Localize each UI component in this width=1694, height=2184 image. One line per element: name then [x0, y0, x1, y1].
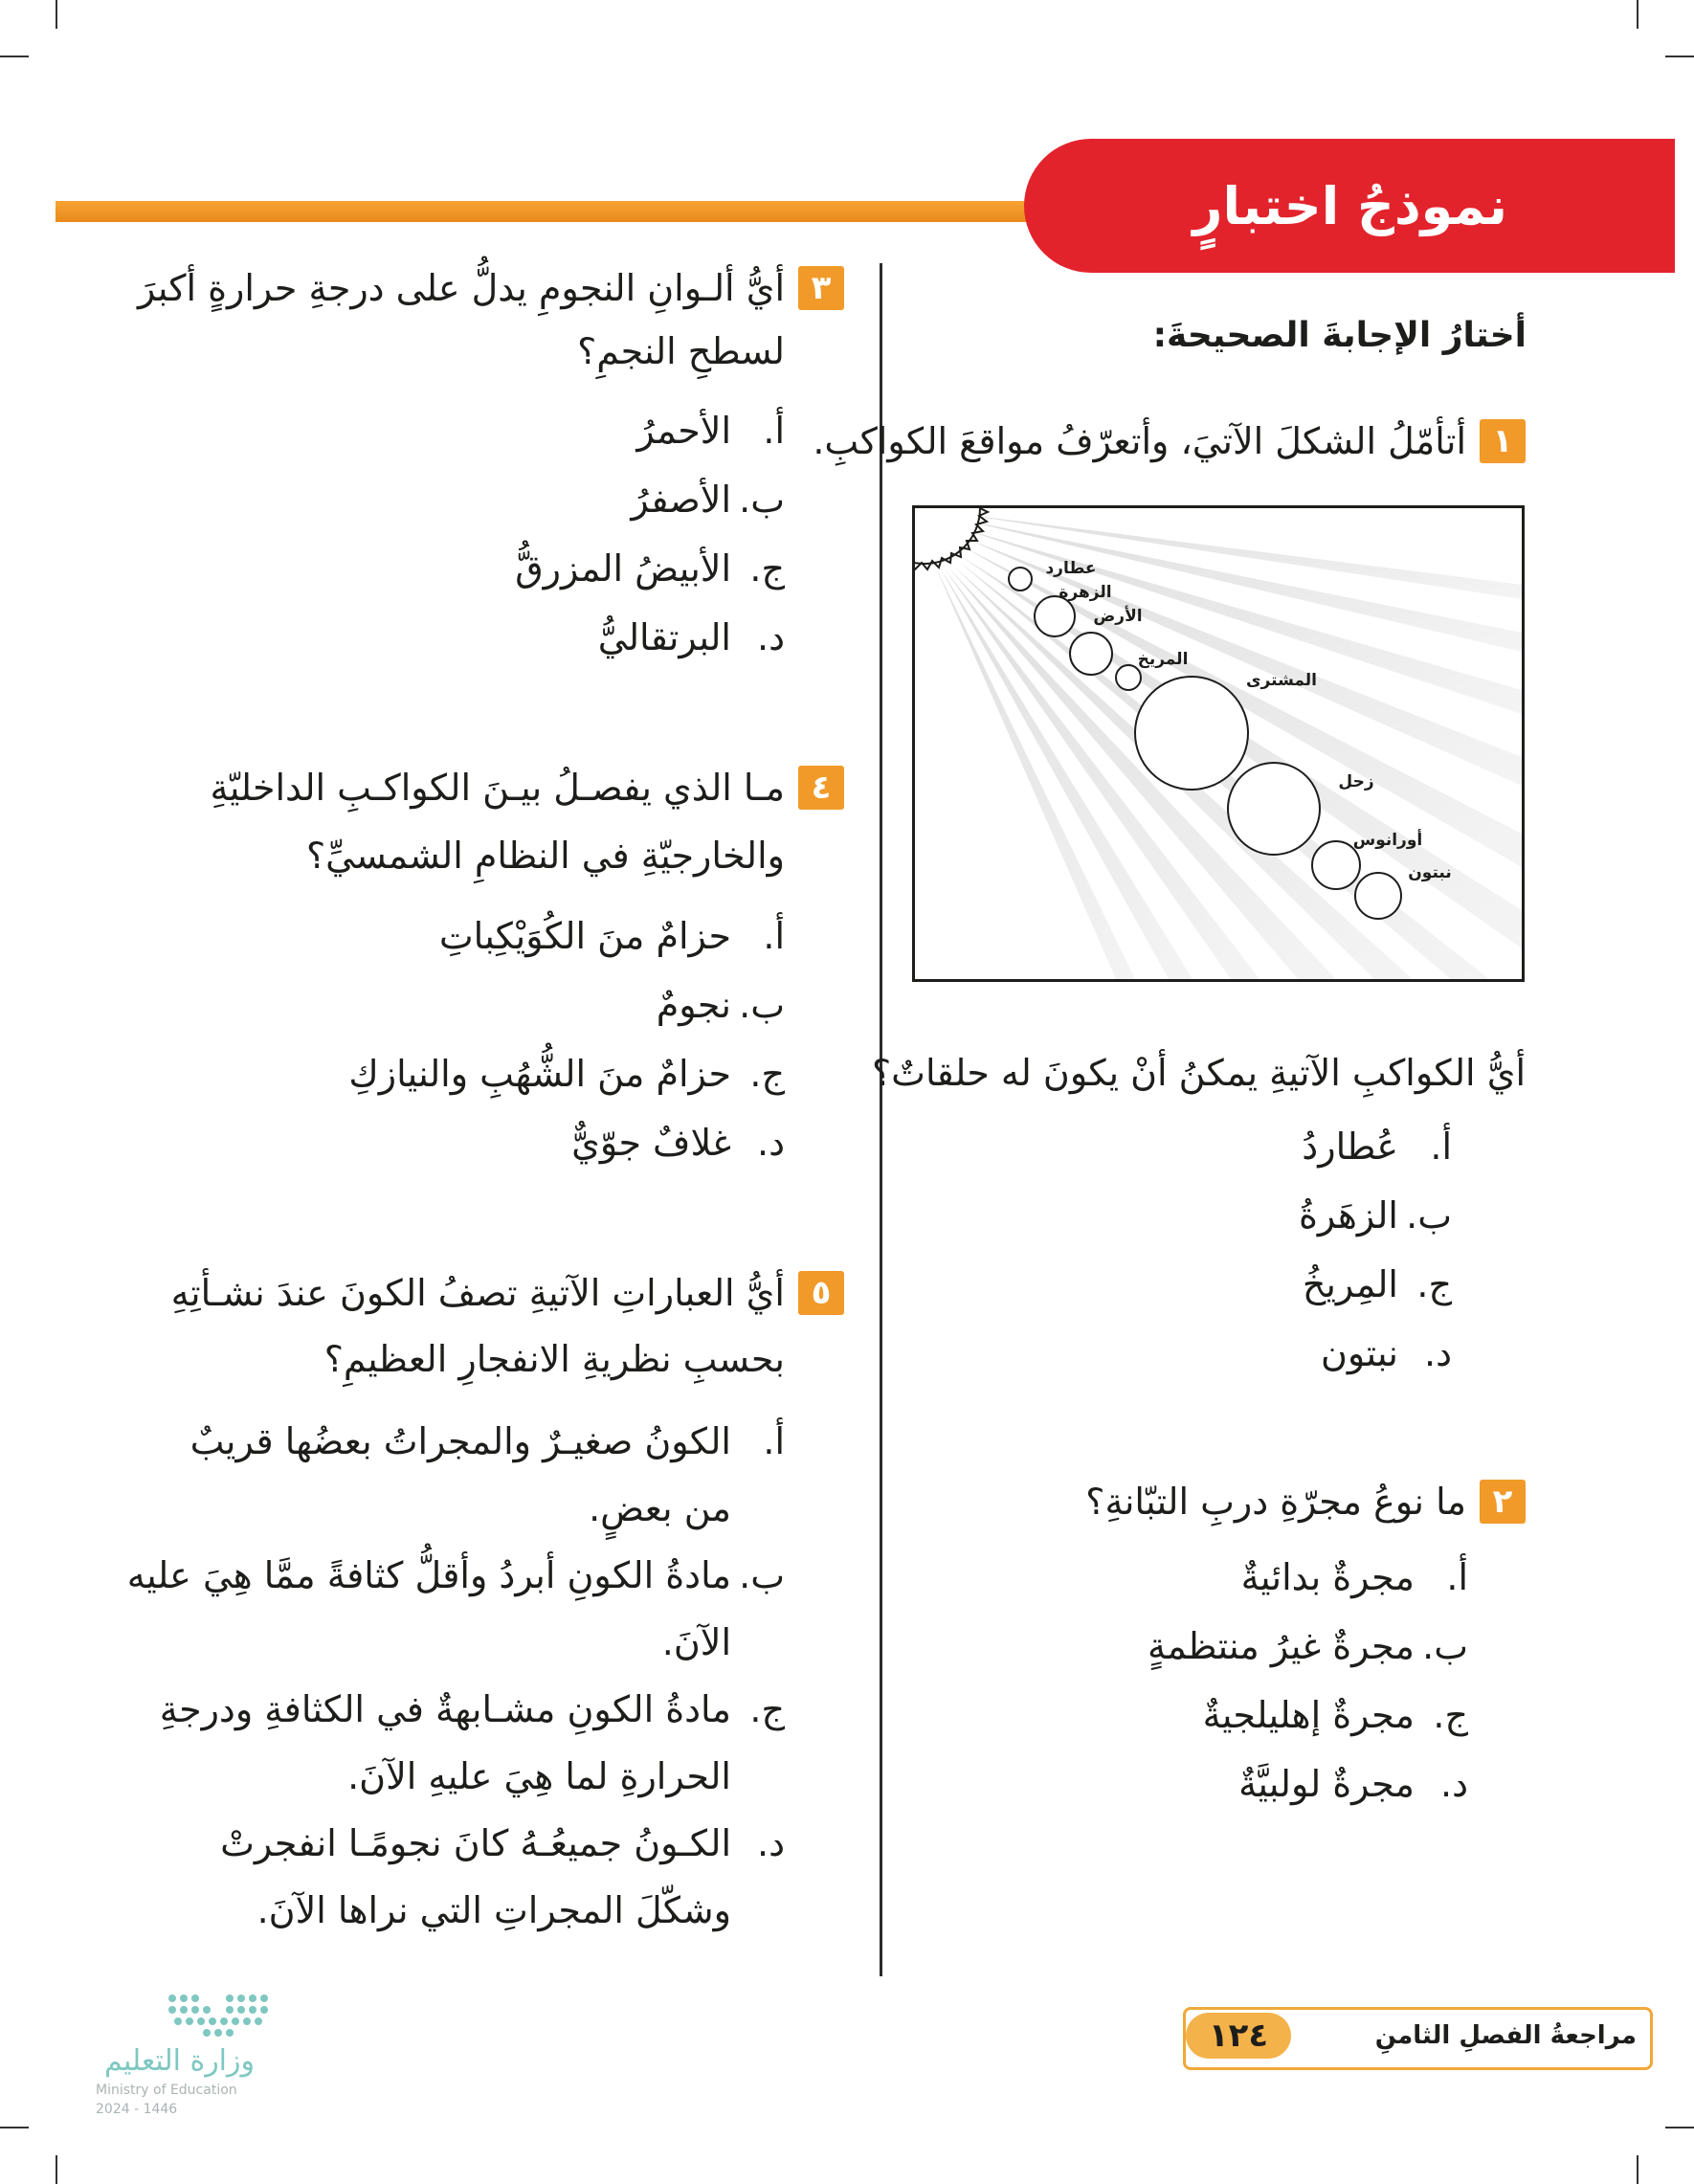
q5-prompt-line2: بحسبِ نظريةِ الانفجارِ العظيمِ؟	[323, 1338, 785, 1380]
q1-option-c[interactable]: ج.المِريخُ	[1302, 1263, 1452, 1305]
chapter-review-label: مراجعةُ الفصلِ الثامنِ	[1374, 2021, 1637, 2050]
label-mars: المريخ	[1137, 650, 1189, 669]
q4-prompt-line1: مـا الذي يفصـلُ بيـنَ الكواكـبِ الداخليّةِ	[210, 767, 785, 809]
q2-number: ٢	[1480, 1480, 1526, 1524]
q2-prompt: ما نوعُ مجرّةِ دربِ التبّانةِ؟	[1085, 1481, 1466, 1523]
crop-mark	[1637, 2155, 1638, 2184]
header-band	[56, 201, 1089, 222]
q5-option-a[interactable]: أ.الكونُ صغيـرٌ والمجراتُ بعضُها قريبٌ من بعضٍ.	[189, 1420, 785, 1529]
q3-header	[138, 256, 844, 320]
crop-mark	[1665, 2127, 1694, 2128]
q5-option-c[interactable]: ج.مادةُ الكونِ مشـابهةٌ في الكثافةِ ودرجةِ الحرارةِ لما هِيَ عليهِ الآنَ.	[159, 1688, 785, 1797]
q2-header	[1085, 1470, 1526, 1533]
q1-options	[1299, 1112, 1452, 1388]
q5-number: ٥	[798, 1271, 844, 1315]
q1-option-a[interactable]: أ.عُطاردُ	[1302, 1125, 1452, 1168]
q5-option-d[interactable]: د.الكـونُ جميعُـهُ كانَ نجومًـا انفجرتْ وشكّلَ المجراتِ التي نراها الآنَ.	[220, 1822, 785, 1931]
q4-header	[211, 756, 844, 819]
label-saturn: زحل	[1338, 772, 1374, 791]
q5-option-b[interactable]: ب.مادةُ الكونِ أبردُ وأقلُّ كثافةً ممَّا هِيَ عليه الآنَ.	[126, 1554, 785, 1663]
crop-mark	[1665, 56, 1694, 57]
planet-earth	[1070, 633, 1112, 675]
q1-number: ١	[1480, 419, 1526, 463]
ministry-dots-icon	[96, 1987, 316, 2044]
label-neptune: نبتون	[1408, 863, 1452, 882]
q5-options	[115, 1407, 785, 1943]
planet-neptune	[1355, 873, 1401, 919]
planet-saturn	[1228, 763, 1320, 855]
q4-number: ٤	[798, 766, 844, 810]
ministry-name-en: Ministry of Education	[96, 2083, 237, 2098]
q1-question: أيُّ الكواكبِ الآتيةِ يمكنُ أنْ يكونَ له حلقاتٌ؟	[872, 1052, 1526, 1094]
planet-mercury	[1009, 568, 1032, 591]
q3-prompt-line1: أيُّ ألـوانِ النجومِ يدلُّ على درجةِ حرارةٍ أكبرَ	[137, 267, 785, 309]
ministry-logo	[96, 1987, 316, 2121]
crop-mark	[56, 2155, 57, 2184]
q4-option-b[interactable]: ب.نجومٌ	[656, 984, 785, 1026]
q3-prompt-line2: لسطحِ النجمِ؟	[577, 330, 785, 372]
ministry-year: 2024 - 1446	[96, 2102, 178, 2117]
label-earth: الأرض	[1093, 607, 1143, 626]
q3-option-d[interactable]: د.البرتقاليُّ	[597, 616, 785, 658]
q2-option-c[interactable]: ج.مجرةٌ إهليلجيةٌ	[1202, 1694, 1468, 1736]
q2-option-a[interactable]: أ.مجرةٌ بدائيةٌ	[1240, 1556, 1468, 1598]
column-divider	[880, 263, 882, 1976]
solar-system-diagram	[915, 508, 1522, 979]
label-mercury: عطارد	[1045, 559, 1097, 578]
sun	[915, 508, 988, 569]
instruction: أختارُ الإجابةَ الصحيحةَ:	[1152, 316, 1527, 355]
crop-mark	[56, 0, 57, 29]
q4-prompt-line2: والخارجيّةِ في النظامِ الشمسيِّ؟	[306, 835, 785, 877]
label-venus: الزهرة	[1059, 583, 1112, 602]
planet-jupiter	[1135, 677, 1248, 790]
page-number: ١٢٤	[1186, 2013, 1291, 2059]
q1-option-b[interactable]: ب.الزهَرةُ	[1298, 1194, 1452, 1237]
q4-options	[348, 902, 785, 1177]
footer-box	[1183, 2007, 1653, 2070]
q1-header	[813, 410, 1526, 473]
crop-mark	[0, 2127, 29, 2128]
q3-option-c[interactable]: ج.الأبيضُ المزرقُّ	[515, 547, 785, 590]
q1-option-d[interactable]: د.نبتون	[1320, 1332, 1452, 1374]
planet-venus	[1035, 596, 1075, 636]
title-tab	[1024, 139, 1675, 273]
q2-option-d[interactable]: د.مجرةٌ لولبيَّةٌ	[1238, 1763, 1468, 1805]
q5-prompt-line1: أيُّ العباراتِ الآتيةِ تصفُ الكونَ عندَ نشـأتِهِ	[170, 1272, 785, 1314]
ministry-name-ar: وزارة التعليم	[103, 2044, 255, 2078]
crop-mark	[1637, 0, 1638, 29]
q3-number: ٣	[798, 266, 844, 310]
q5-header	[171, 1261, 844, 1325]
q3-option-b[interactable]: ب.الأصفرُ	[631, 479, 785, 521]
q2-option-b[interactable]: ب.مجرةٌ غيرُ منتظمةٍ	[1147, 1625, 1468, 1667]
crop-mark	[0, 56, 29, 57]
q3-options	[515, 396, 785, 672]
q1-prompt: أتأمّلُ الشكلَ الآتيَ، وأتعرّفُ مواقعَ الكواكبِ.	[813, 420, 1466, 462]
label-uranus: أورانوس	[1352, 831, 1423, 850]
q4-option-d[interactable]: د.غلافٌ جوّيٌّ	[571, 1122, 785, 1164]
q2-options	[1148, 1543, 1468, 1818]
solar-system-figure	[912, 505, 1525, 982]
q3-option-a[interactable]: أ.الأحمرُ	[636, 410, 785, 452]
q4-option-c[interactable]: ج.حزامٌ منَ الشُّهُبِ والنيازكِ	[348, 1053, 785, 1095]
label-jupiter: المشترى	[1245, 671, 1318, 690]
q4-option-a[interactable]: أ.حزامٌ منَ الكُوَيْكِباتِ	[438, 915, 785, 957]
page-title: نموذجُ اختبارٍ	[1192, 175, 1507, 236]
